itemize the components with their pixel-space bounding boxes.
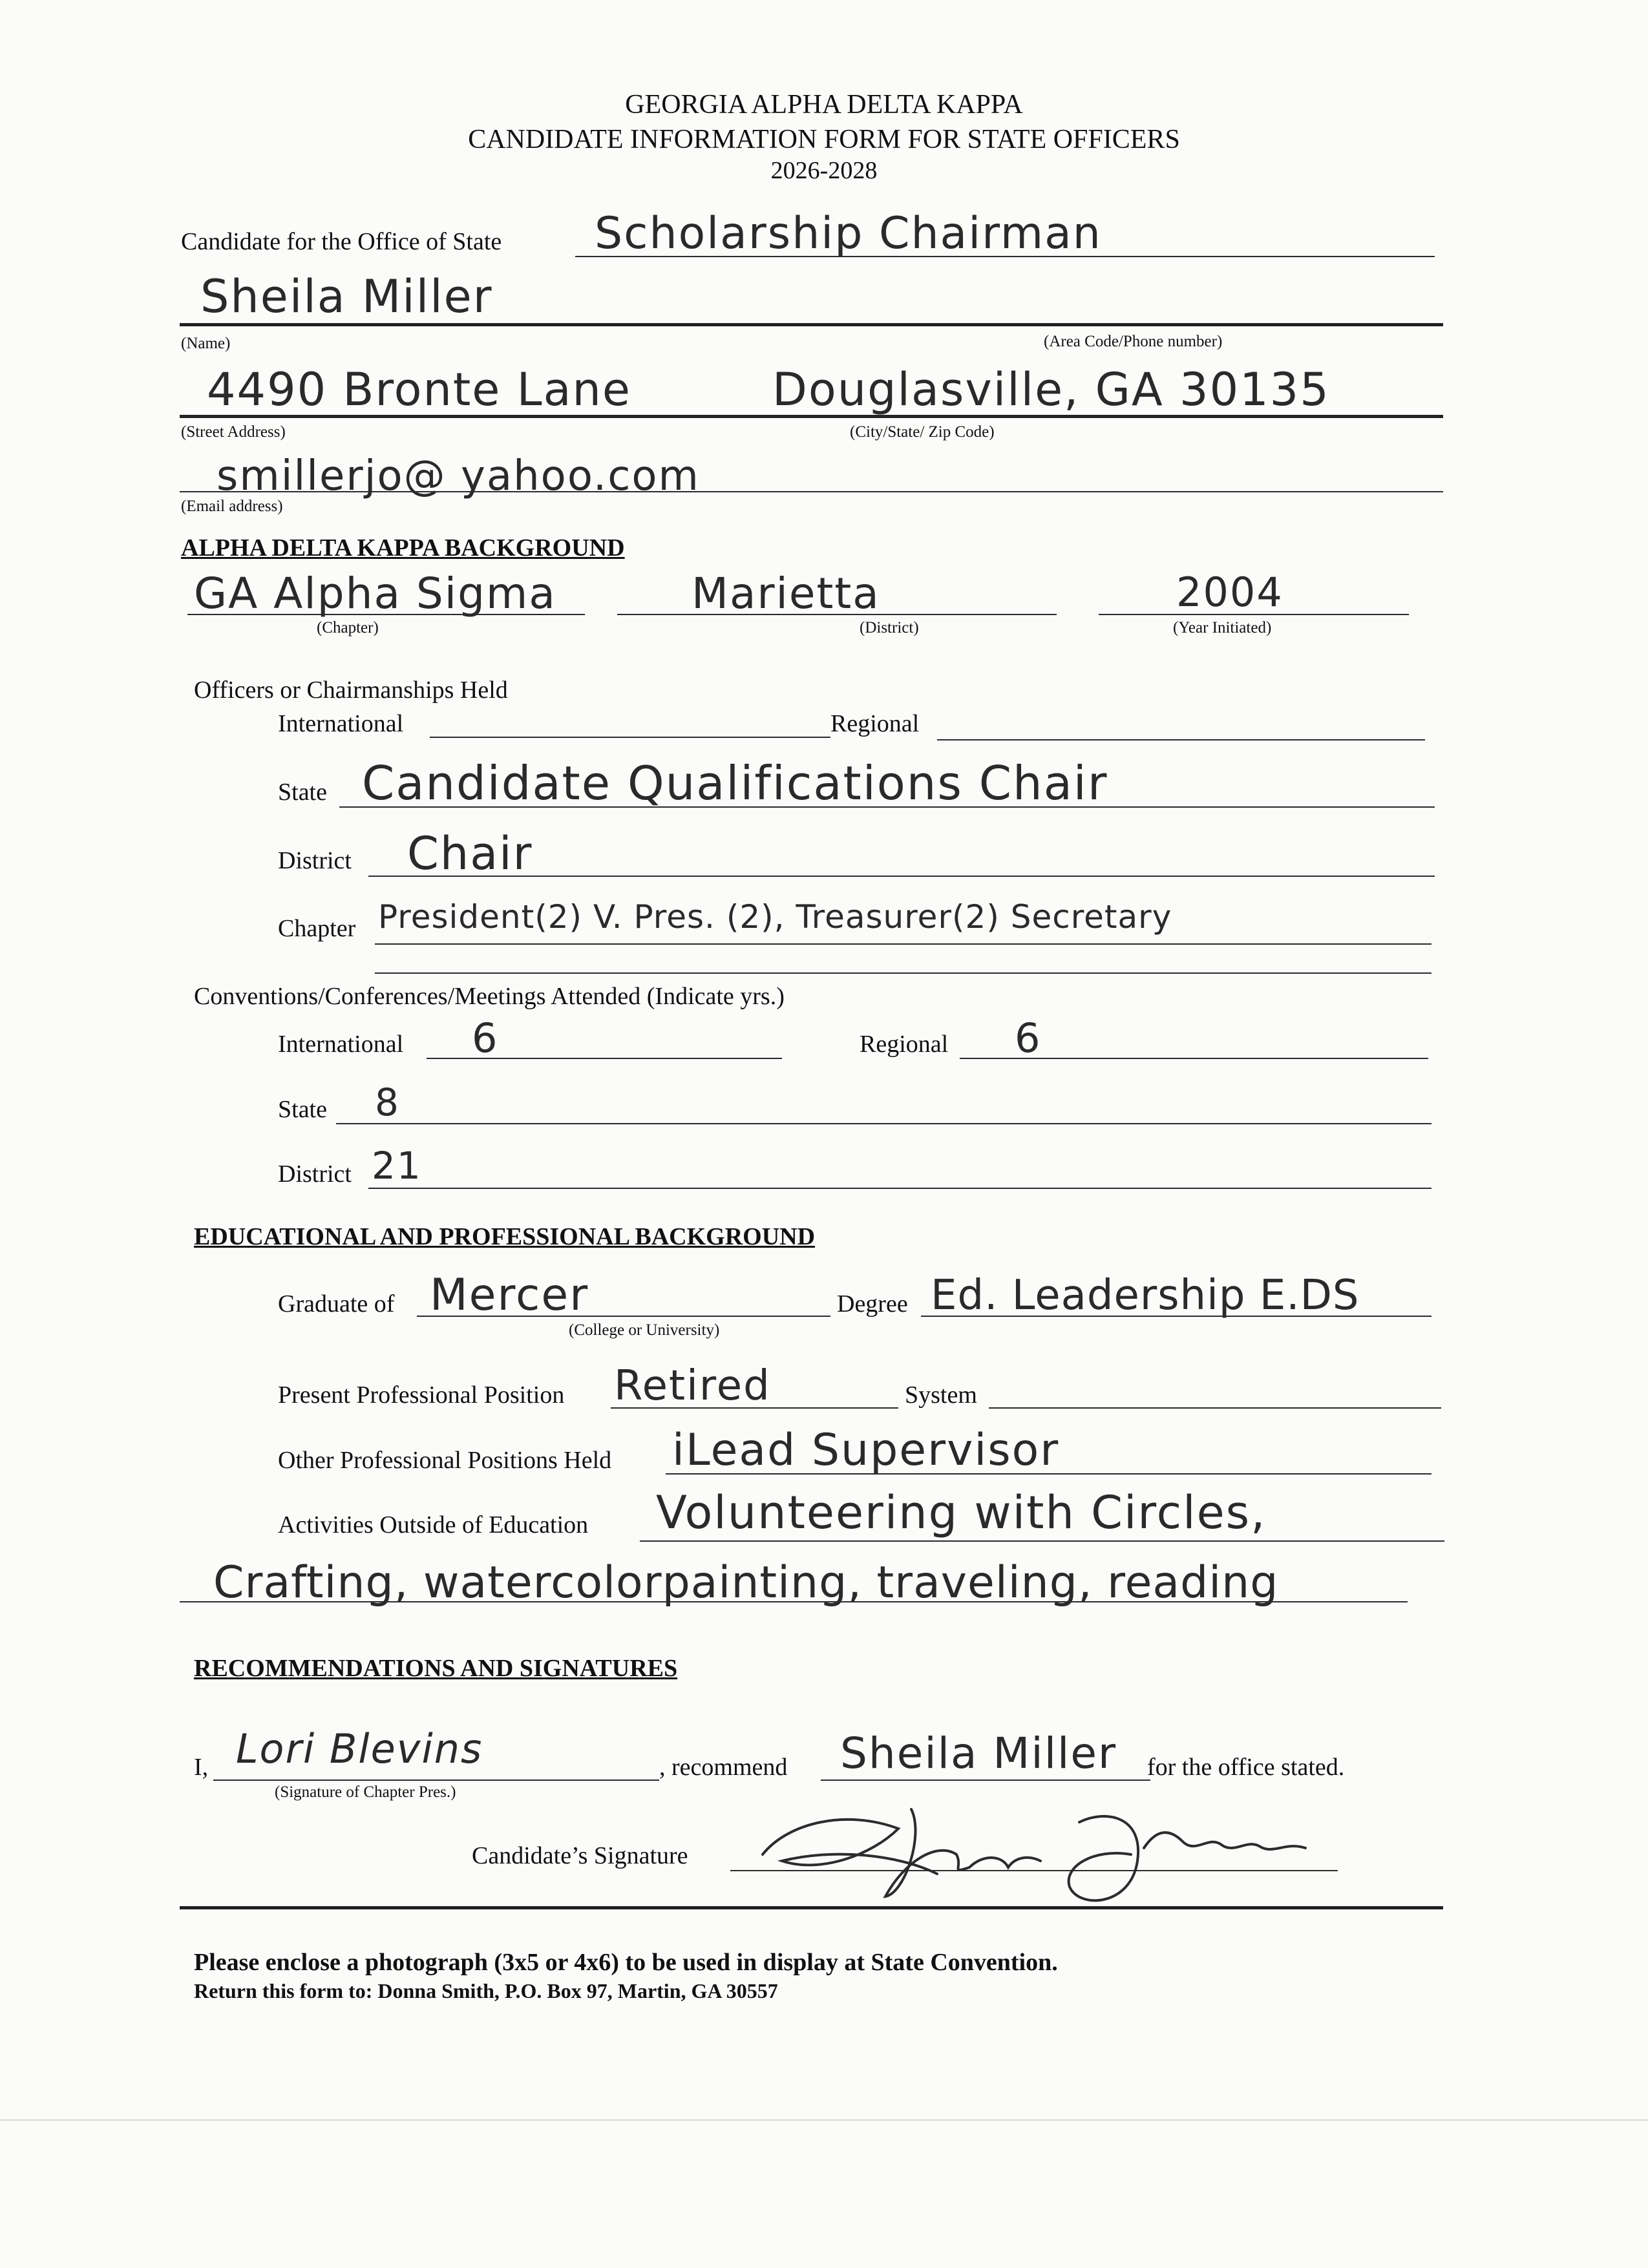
activities-label: Activities Outside of Education bbox=[278, 1511, 589, 1538]
meetings-district-value[interactable]: 21 bbox=[372, 1144, 422, 1188]
activities-value-1[interactable]: Volunteering with Circles, bbox=[656, 1486, 1267, 1539]
offices-international-label: International bbox=[278, 710, 404, 737]
adk-district-caption: (District) bbox=[860, 619, 919, 636]
recommended-name[interactable]: Sheila Miller bbox=[840, 1728, 1117, 1778]
offices-district-value[interactable]: Chair bbox=[407, 827, 533, 880]
office-label: Candidate for the Office of State bbox=[181, 228, 502, 255]
graduate-label: Graduate of bbox=[278, 1290, 395, 1318]
photo-note: Please enclose a photograph (3x5 or 4x6) to be used in display at State Convention. bbox=[194, 1949, 1058, 1976]
org-title: GEORGIA ALPHA DELTA KAPPA bbox=[625, 90, 1023, 120]
meetings-state-label: State bbox=[278, 1096, 327, 1123]
email-caption: (Email address) bbox=[181, 498, 283, 515]
name-value[interactable]: Sheila Miller bbox=[200, 270, 493, 323]
graduate-value[interactable]: Mercer bbox=[430, 1270, 589, 1321]
adk-chapter-caption: (Chapter) bbox=[317, 619, 379, 636]
degree-label: Degree bbox=[837, 1290, 908, 1318]
offices-state-label: State bbox=[278, 779, 327, 806]
office-value[interactable]: Scholarship Chairman bbox=[595, 208, 1102, 259]
position-value[interactable]: Retired bbox=[614, 1362, 771, 1410]
position-label: Present Professional Position bbox=[278, 1381, 565, 1409]
adk-district-value[interactable]: Marietta bbox=[692, 569, 880, 618]
i-label: I, bbox=[194, 1754, 209, 1781]
meetings-state-value[interactable]: 8 bbox=[375, 1080, 400, 1124]
return-note: Return this form to: Donna Smith, P.O. Box 97, Martin, GA 30557 bbox=[194, 1979, 778, 2002]
offices-chapter-value[interactable]: President(2) V. Pres. (2), Treasurer(2) Secretary bbox=[378, 898, 1172, 936]
president-signature[interactable]: Lori Blevins bbox=[236, 1725, 483, 1772]
candidate-signature bbox=[743, 1783, 1351, 1913]
email-value[interactable]: smillerjo@ yahoo.com bbox=[217, 452, 700, 500]
president-caption: (Signature of Chapter Pres.) bbox=[275, 1783, 456, 1801]
graduate-caption: (College or University) bbox=[569, 1321, 720, 1339]
offices-district-label: District bbox=[278, 847, 352, 874]
phone-caption: (Area Code/Phone number) bbox=[1044, 333, 1223, 350]
meetings-district-label: District bbox=[278, 1160, 352, 1188]
meetings-international-value[interactable]: 6 bbox=[472, 1014, 499, 1062]
street-value[interactable]: 4490 Bronte Lane bbox=[207, 363, 631, 416]
name-caption: (Name) bbox=[181, 335, 231, 352]
form-title: CANDIDATE INFORMATION FORM FOR STATE OFFICERS bbox=[468, 125, 1180, 154]
system-label: System bbox=[905, 1381, 977, 1409]
city-caption: (City/State/ Zip Code) bbox=[850, 423, 995, 441]
other-positions-label: Other Professional Positions Held bbox=[278, 1447, 612, 1474]
for-office-label: for the office stated. bbox=[1147, 1754, 1345, 1781]
meetings-international-label: International bbox=[278, 1031, 404, 1058]
meetings-heading: Conventions/Conferences/Meetings Attended (Indicate yrs.) bbox=[194, 983, 785, 1010]
meetings-regional-value[interactable]: 6 bbox=[1015, 1014, 1042, 1062]
adk-background-heading: ALPHA DELTA KAPPA BACKGROUND bbox=[181, 534, 625, 562]
education-heading: EDUCATIONAL AND PROFESSIONAL BACKGROUND bbox=[194, 1223, 816, 1250]
recommend-label: , recommend bbox=[659, 1754, 788, 1781]
offices-state-value[interactable]: Candidate Qualifications Chair bbox=[362, 756, 1108, 810]
adk-chapter-value[interactable]: GA Alpha Sigma bbox=[194, 569, 556, 618]
activities-value-2[interactable]: Crafting, watercolorpainting, traveling, reading bbox=[213, 1557, 1279, 1608]
offices-regional-label: Regional bbox=[830, 710, 920, 737]
street-caption: (Street Address) bbox=[181, 423, 286, 441]
adk-year-value[interactable]: 2004 bbox=[1176, 569, 1284, 616]
form-years: 2026-2028 bbox=[770, 157, 878, 184]
scan-edge-line bbox=[0, 2119, 1648, 2121]
degree-value[interactable]: Ed. Leadership E.DS bbox=[931, 1272, 1360, 1319]
other-positions-value[interactable]: iLead Supervisor bbox=[672, 1425, 1060, 1476]
recommendations-heading: RECOMMENDATIONS AND SIGNATURES bbox=[194, 1655, 678, 1682]
offices-heading: Officers or Chairmanships Held bbox=[194, 677, 508, 704]
offices-chapter-label: Chapter bbox=[278, 915, 356, 942]
candidate-signature-label: Candidate’s Signature bbox=[472, 1842, 688, 1869]
meetings-regional-label: Regional bbox=[860, 1031, 949, 1058]
adk-year-caption: (Year Initiated) bbox=[1173, 619, 1272, 636]
city-value[interactable]: Douglasville, GA 30135 bbox=[772, 363, 1330, 416]
